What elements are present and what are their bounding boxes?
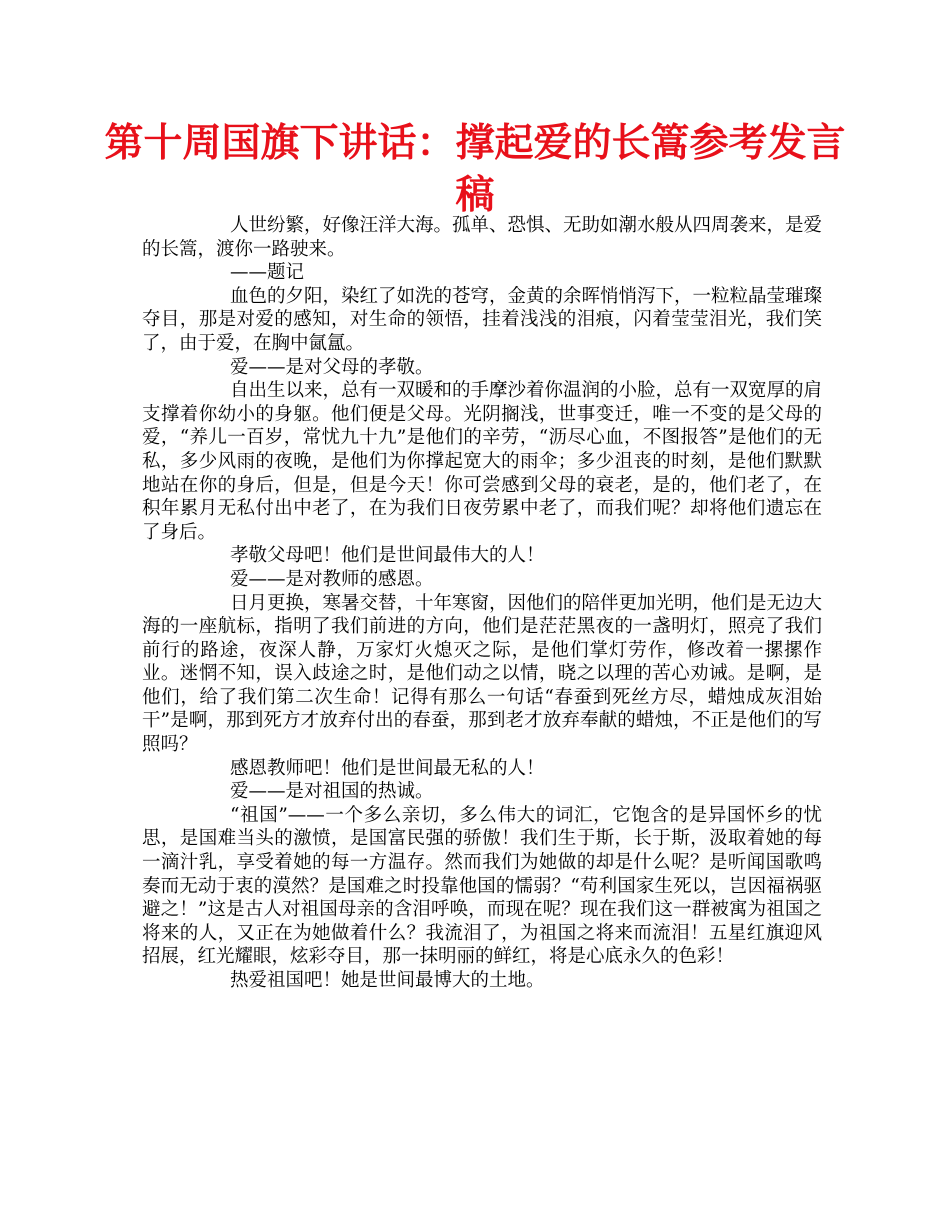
paragraph: “祖国”——一个多么亲切，多么伟大的词汇，它饱含的是异国怀乡的忧思，是国难当头的激愤，是国富民强的骄傲！我们生于斯，长于斯，汲取着她的每一滴汁乳，享受着她的每一方温存。然而我们为她做的却是什么呢？是听闻国歌鸣奏而无动于衷的漠然？是国难之时投靠他国的懦弱？“苟利国家生死以，岂因福祸驱避之！”这是古人对祖国母亲的含泪呼唤，而现在呢？现在我们这一群被寓为祖国之将来的人，又正在为她做着什么？我流泪了，为祖国之将来而流泪！五星红旗迎风招展，红光耀眼，炫彩夺目，那一抹明丽的鲜红，将是心底永久的色彩！ xyxy=(142,804,822,968)
paragraph: 人世纷繁，好像汪洋大海。孤单、恐惧、无助如潮水般从四周袭来，是爱的长篙，渡你一路驶来。 xyxy=(142,215,823,260)
paragraph: 热爱祖国吧！她是世间最博大的土地。 xyxy=(230,970,545,991)
section-heading: 爱——是对父母的孝敬。 xyxy=(230,356,434,378)
document-body xyxy=(142,214,822,993)
section-heading: 爱——是对教师的感恩。 xyxy=(230,568,434,590)
section-heading: 爱——是对祖国的热诚。 xyxy=(230,781,434,803)
paragraph: 感恩教师吧！他们是世间最无私的人！ xyxy=(230,757,545,779)
paragraph: 自出生以来，总有一双暖和的手摩沙着你温润的小脸，总有一双宽厚的肩支撑着你幼小的身躯。他们便是父母。光阴搁浅，世事变迁，唯一不变的是父母的爱，“养儿一百岁，常忧九十九”是他们的辛劳，“沥尽心血，不图报答”是他们的无私，多少风雨的夜晚，是他们为你撑起宽大的雨伞；多少沮丧的时刻，是他们默默地站在你的身后，但是，但是今天！你可尝感到父母的衰老，是的，他们老了，在积年累月无私付出中老了，在为我们日夜劳累中老了，而我们呢？却将他们遗忘在了身后。 xyxy=(142,380,823,543)
paragraph: 血色的夕阳，染红了如洗的苍穹，金黄的余晖悄悄泻下，一粒粒晶莹璀璨夺目，那是对爱的感知，对生命的领悟，挂着浅浅的泪痕，闪着莹莹泪光，我们笑了，由于爱，在胸中氤氲。 xyxy=(142,285,823,354)
paragraph: 孝敬父母吧！他们是世间最伟大的人！ xyxy=(230,545,545,567)
epigraph-attribution: ——题记 xyxy=(230,262,305,284)
paragraph: 日月更换，寒暑交替，十年寒窗，因他们的陪伴更加光明，他们是无边大海的一座航标，指明了我们前进的方向，他们是茫茫黑夜的一盏明灯，照亮了我们前行的路途，夜深人静，万家灯火熄灭之际，是他们掌灯劳作，修改着一摞摞作业。迷惘不知，误入歧途之时，是他们动之以情，晓之以理的苦心劝诫。是啊，是他们，给了我们第二次生命！记得有那么一句话“春蚕到死丝方尽，蜡烛成灰泪始干”是啊，那到死方才放弃付出的春蚕，那到老才放弃奉献的蜡烛，不正是他们的写照吗？ xyxy=(142,592,823,756)
page-title: 第十周国旗下讲话：撑起爱的长篙参考发言稿 xyxy=(104,121,846,218)
